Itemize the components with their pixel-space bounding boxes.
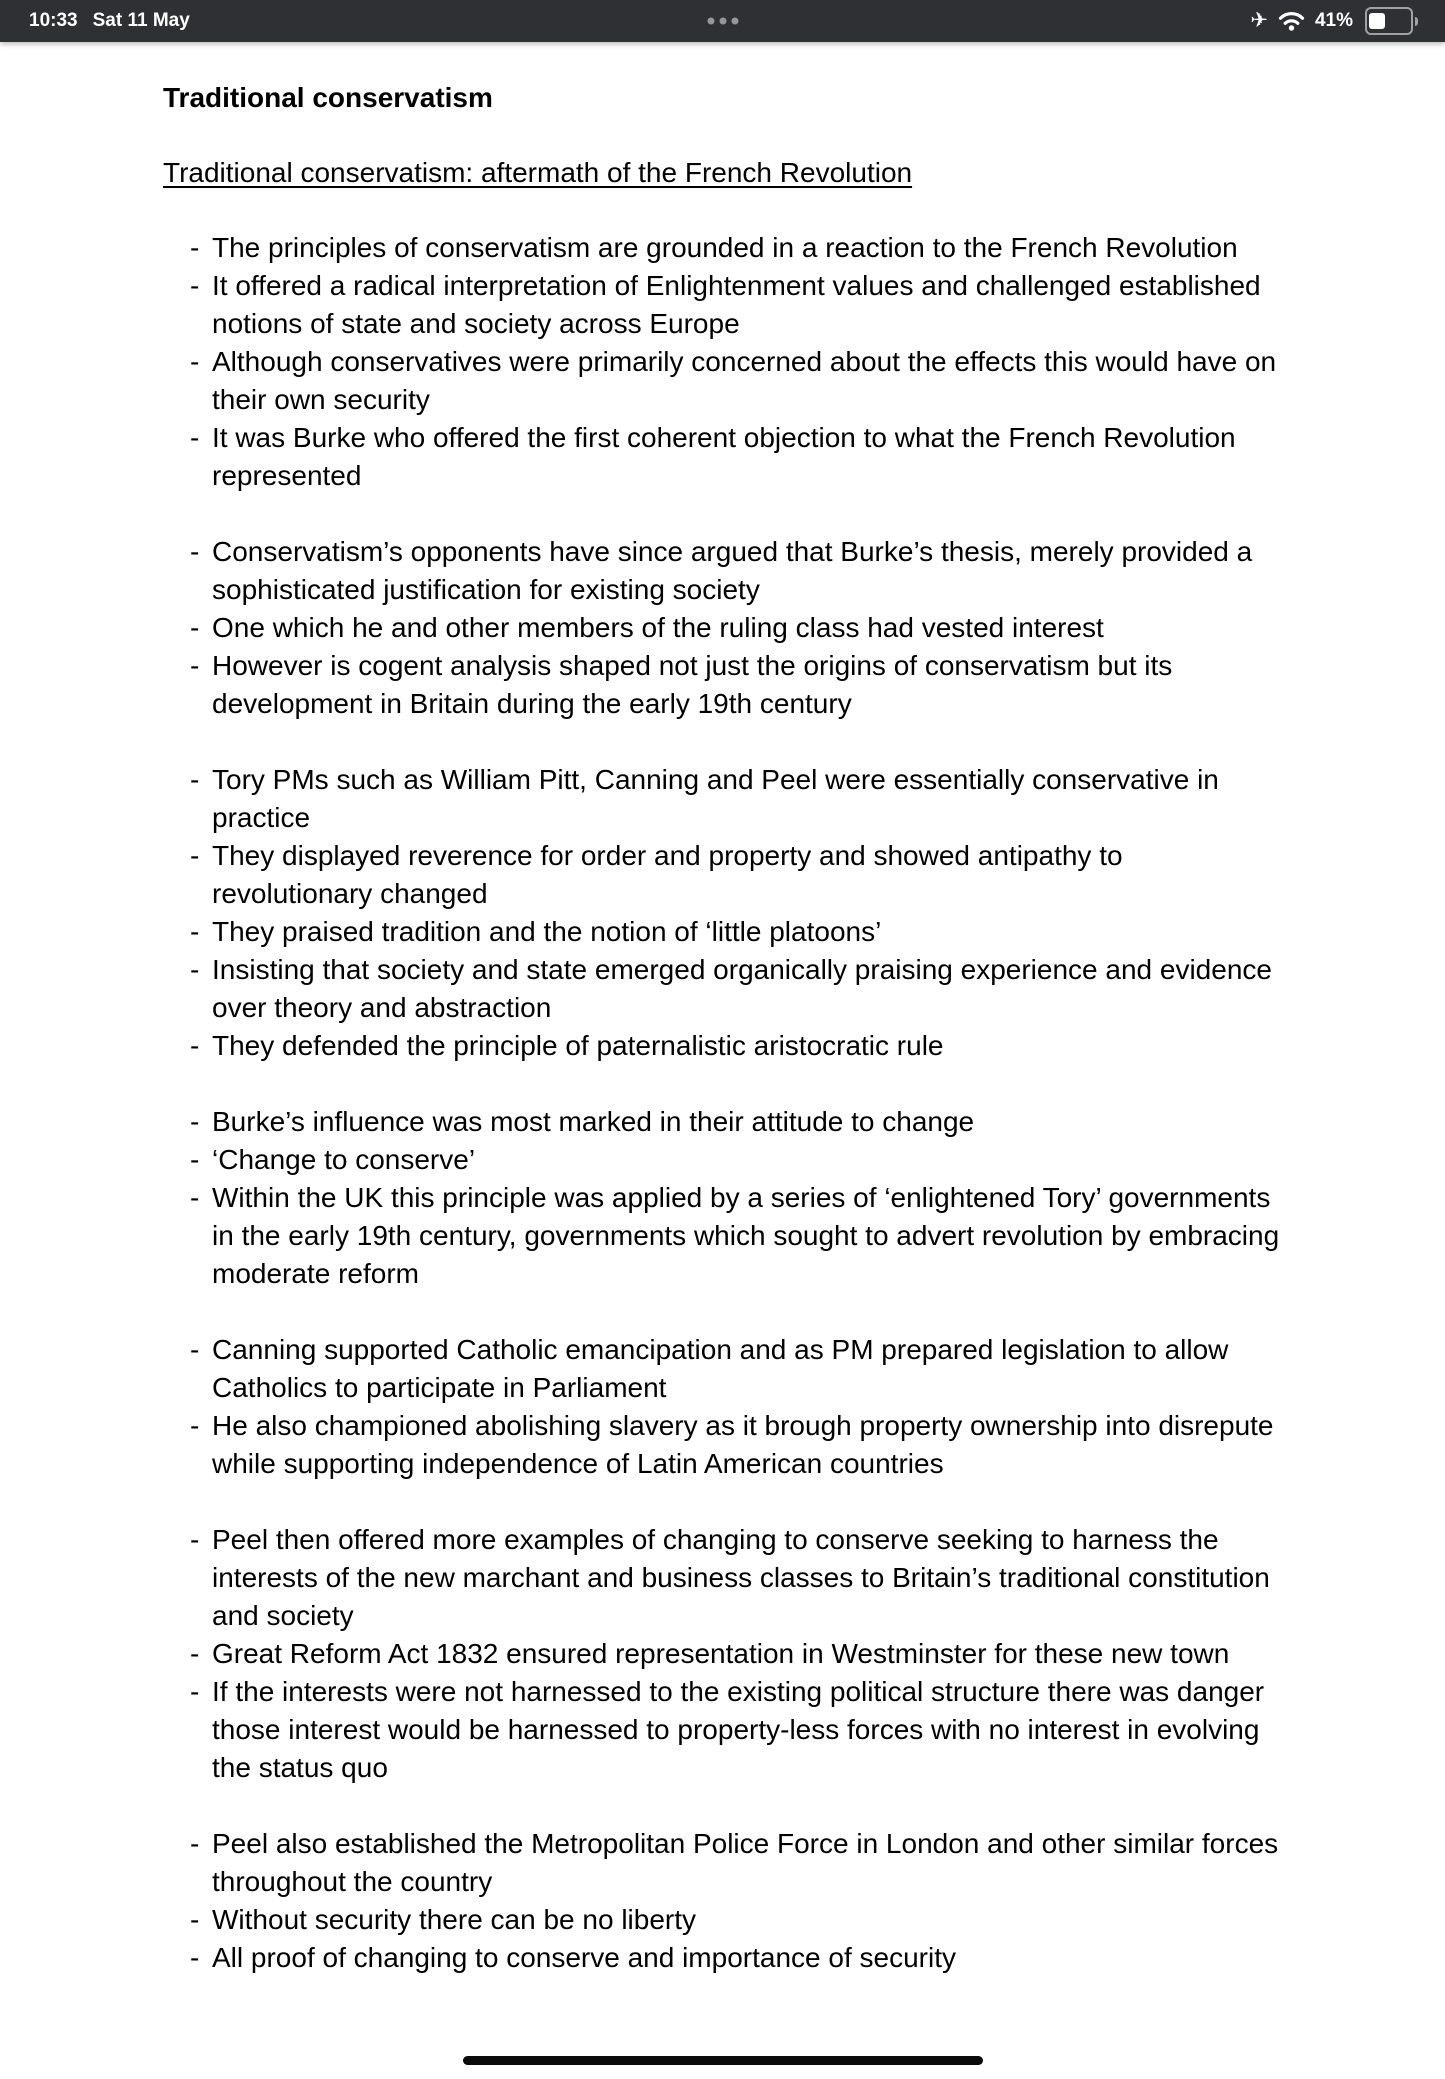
bullet-item	[163, 1635, 1287, 1673]
airplane-mode-icon: ✈	[1250, 8, 1268, 32]
bullet-item	[163, 1179, 1287, 1293]
bullet-item	[163, 229, 1287, 267]
bullet-text: One which he and other members of the ruling class had vested interest	[212, 612, 1104, 643]
bullet-dash-marker: -	[190, 1828, 200, 1859]
bullet-group	[163, 229, 1287, 495]
bullet-text: Peel also established the Metropolitan Police Force in London and other similar forces throughout the country	[212, 1828, 1279, 1897]
bullet-item	[163, 951, 1287, 1027]
bullet-item	[163, 533, 1287, 609]
status-time: 10:33	[29, 10, 78, 31]
bullet-text: ‘Change to conserve’	[212, 1144, 476, 1175]
bullet-dash-marker: -	[190, 536, 200, 567]
bullet-dash-marker: -	[190, 612, 200, 643]
bullet-dash-marker: -	[190, 1030, 200, 1061]
bullet-text: Without security there can be no liberty	[212, 1904, 697, 1935]
bullet-group	[163, 533, 1287, 723]
status-date: Sat 11 May	[92, 10, 190, 31]
bullet-item	[163, 761, 1287, 837]
bullet-text: Peel then offered more examples of changing to conserve seeking to harness the interests of the new marchant and business classes to Britain’s traditional constitution and society	[212, 1524, 1270, 1631]
bullet-dash-marker: -	[190, 1334, 200, 1365]
bullet-dash-marker: -	[190, 1638, 200, 1669]
bullet-item	[163, 1141, 1287, 1179]
bullet-text: The principles of conservatism are grounded in a reaction to the French Revolution	[212, 232, 1238, 263]
bullet-text: It was Burke who offered the first coherent objection to what the French Revolution represented	[212, 422, 1236, 491]
home-indicator[interactable]	[463, 2056, 983, 2065]
bullet-text: Tory PMs such as William Pitt, Canning and Peel were essentially conservative in practice	[212, 764, 1219, 833]
bullet-text: Within the UK this principle was applied by a series of ‘enlightened Tory’ governments in the early 19th century, governments which sought to advert revolution by embracing moderate reform	[212, 1182, 1280, 1289]
bullet-dash-marker: -	[190, 1524, 200, 1555]
document-title: Traditional conservatism	[163, 82, 493, 113]
bullet-dash-marker: -	[190, 1904, 200, 1935]
bullet-group	[163, 1521, 1287, 1787]
bullet-text: All proof of changing to conserve and importance of security	[212, 1942, 956, 1973]
bullet-item	[163, 1407, 1287, 1483]
document-page[interactable]	[0, 42, 1445, 2037]
bullet-group	[163, 1103, 1287, 1293]
bullet-dash-marker: -	[190, 1182, 200, 1213]
bullet-text: They praised tradition and the notion of ‘little platoons’	[212, 916, 882, 947]
bullet-dash-marker: -	[190, 346, 200, 377]
bullet-text: It offered a radical interpretation of Enlightenment values and challenged established notions of state and society across Europe	[212, 270, 1261, 339]
bullet-text: Although conservatives were primarily concerned about the effects this would have on their own security	[212, 346, 1277, 415]
bullet-text: However is cogent analysis shaped not just the origins of conservatism but its development in Britain during the early 19th century	[212, 650, 1173, 719]
bullet-text: If the interests were not harnessed to the existing political structure there was danger those interest would be harnessed to property-less forces with no interest in evolving the status quo	[212, 1676, 1265, 1783]
more-options-icon[interactable]	[707, 18, 738, 25]
bullet-text: They displayed reverence for order and property and showed antipathy to revolutionary changed	[212, 840, 1123, 909]
bullet-item	[163, 1825, 1287, 1901]
bullet-dash-marker: -	[190, 1106, 200, 1137]
ellipsis-dot	[719, 18, 726, 25]
bullet-dash-marker: -	[190, 422, 200, 453]
bullet-item	[163, 1673, 1287, 1787]
bullet-item	[163, 419, 1287, 495]
bullet-item	[163, 1521, 1287, 1635]
ellipsis-dot	[731, 18, 738, 25]
bullet-text: He also championed abolishing slavery as it brough property ownership into disrepute while supporting independence of Latin American countries	[212, 1410, 1274, 1479]
bullet-sections	[163, 229, 1287, 1977]
status-bar-left	[29, 10, 190, 32]
status-bar	[0, 0, 1445, 42]
bullet-text: They defended the principle of paternalistic aristocratic rule	[212, 1030, 944, 1061]
bullet-dash-marker: -	[190, 1676, 200, 1707]
wifi-icon	[1278, 11, 1305, 31]
bullet-dash-marker: -	[190, 1942, 200, 1973]
bullet-text: Conservatism’s opponents have since argued that Burke’s thesis, merely provided a sophisticated justification for existing society	[212, 536, 1253, 605]
bullet-group	[163, 1331, 1287, 1483]
battery-percent: 41%	[1314, 10, 1353, 31]
battery-nub	[1415, 17, 1418, 26]
bullet-dash-marker: -	[190, 270, 200, 301]
bullet-item	[163, 647, 1287, 723]
battery-icon	[1365, 7, 1418, 35]
bullet-group	[163, 761, 1287, 1065]
bullet-dash-marker: -	[190, 1410, 200, 1441]
bullet-dash-marker: -	[190, 954, 200, 985]
bullet-item	[163, 1901, 1287, 1939]
bullet-item	[163, 1027, 1287, 1065]
bullet-text: Burke’s influence was most marked in their attitude to change	[212, 1106, 975, 1137]
battery-fill	[1369, 13, 1385, 29]
bullet-dash-marker: -	[190, 840, 200, 871]
bullet-item	[163, 343, 1287, 419]
bullet-item	[163, 1939, 1287, 1977]
bullet-dash-marker: -	[190, 650, 200, 681]
bullet-text: Great Reform Act 1832 ensured representation in Westminster for these new town	[212, 1638, 1230, 1669]
bullet-dash-marker: -	[190, 1144, 200, 1175]
bullet-text: Insisting that society and state emerged organically praising experience and evidence over theory and abstraction	[212, 954, 1272, 1023]
bullet-text: Canning supported Catholic emancipation and as PM prepared legislation to allow Catholics to participate in Parliament	[212, 1334, 1229, 1403]
bullet-dash-marker: -	[190, 916, 200, 947]
bullet-item	[163, 267, 1287, 343]
bullet-group	[163, 1825, 1287, 1977]
bullet-item	[163, 609, 1287, 647]
bullet-dash-marker: -	[190, 764, 200, 795]
bullet-item	[163, 1103, 1287, 1141]
bullet-item	[163, 913, 1287, 951]
status-bar-right	[1250, 7, 1418, 35]
document-heading: Traditional conservatism: aftermath of the French Revolution	[163, 157, 913, 188]
bullet-item	[163, 1331, 1287, 1407]
bullet-item	[163, 837, 1287, 913]
bullet-dash-marker: -	[190, 232, 200, 263]
battery-body	[1365, 7, 1413, 35]
ellipsis-dot	[707, 18, 714, 25]
